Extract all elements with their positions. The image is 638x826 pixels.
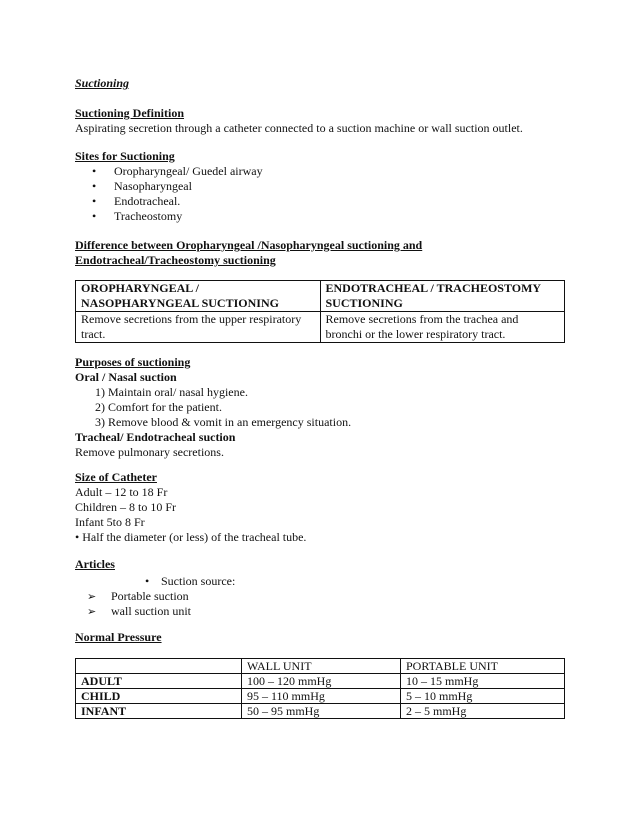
table-cell: CHILD [76,689,242,704]
sites-heading: Sites for Suctioning [75,149,175,163]
table-cell: 5 – 10 mmHg [401,689,565,704]
articles-heading: Articles [75,557,115,571]
purposes-heading: Purposes of suctioning [75,355,191,369]
definition-text: Aspirating secretion through a catheter connected to a suction machine or wall suction outlet. [75,121,523,135]
table-cell: INFANT [76,704,242,719]
purposes-section [75,355,565,460]
list-item: • Tracheostomy [92,209,183,223]
definition-heading: Suctioning Definition [75,106,185,120]
sites-section [75,149,565,224]
table-row [76,312,565,343]
difference-heading-line2: Endotracheal/Tracheostomy suctioning [75,253,276,267]
bullet-icon: • [92,164,97,178]
table-cell: ADULT [76,674,242,689]
catheter-line: Adult – 12 to 18 Fr [75,485,168,499]
table-row [76,674,565,689]
page-title: Suctioning [75,76,130,90]
list-item: 1) Maintain oral/ nasal hygiene. [95,385,248,399]
bullet-icon: • [92,179,97,193]
arrow-bullet-icon: ➢ [87,605,97,618]
table-cell: 50 – 95 mmHg [242,704,401,719]
table-cell: 100 – 120 mmHg [242,674,401,689]
oral-list [75,385,565,430]
difference-heading-line1: Difference between Oropharyngeal /Nasopharyngeal suctioning and [75,238,423,252]
table-header-cell: WALL UNIT [242,659,401,674]
tracheal-text: Remove pulmonary secretions. [75,445,224,459]
list-item: • Endotracheal. [92,194,181,208]
table-row [76,659,565,674]
catheter-line: • Half the diameter (or less) of the tracheal tube. [75,530,307,544]
table-row [76,704,565,719]
pressure-section [75,630,565,719]
table-cell: 10 – 15 mmHg [401,674,565,689]
catheter-heading: Size of Catheter [75,470,157,484]
table-header-cell [76,659,242,674]
tracheal-heading: Tracheal/ Endotracheal suction [75,430,236,444]
articles-arrow-list [75,589,565,619]
list-item: • Suction source: [145,574,236,588]
sites-list [75,164,565,224]
bullet-icon: • [92,194,97,208]
difference-section [75,238,565,343]
catheter-line: Children – 8 to 10 Fr [75,500,176,514]
bullet-icon: • [92,209,97,223]
table-header-cell: OROPHARYNGEAL / NASOPHARYNGEAL SUCTIONING [76,281,321,312]
list-item: ➢ Portable suction [87,589,189,603]
table-cell: 95 – 110 mmHg [242,689,401,704]
catheter-line: Infant 5to 8 Fr [75,515,145,529]
list-item: • Oropharyngeal/ Guedel airway [92,164,263,178]
list-item: • Nasopharyngeal [92,179,192,193]
definition-section [75,106,565,136]
oral-heading: Oral / Nasal suction [75,370,177,384]
table-header-cell: ENDOTRACHEAL / TRACHEOSTOMY SUCTIONING [320,281,565,312]
pressure-heading: Normal Pressure [75,630,162,644]
list-item: 2) Comfort for the patient. [95,400,222,414]
table-cell: Remove secretions from the upper respiratory tract. [76,312,321,343]
table-row [76,281,565,312]
table-row [76,689,565,704]
table-cell: 2 – 5 mmHg [401,704,565,719]
table-header-cell: PORTABLE UNIT [401,659,565,674]
list-item: ➢ wall suction unit [87,604,191,618]
difference-table [75,280,565,343]
table-cell: Remove secretions from the trachea and bronchi or the lower respiratory tract. [320,312,565,343]
pressure-table [75,658,565,719]
articles-section [75,557,565,619]
arrow-bullet-icon: ➢ [87,590,97,603]
list-item: 3) Remove blood & vomit in an emergency situation. [95,415,352,429]
catheter-section [75,470,565,545]
bullet-icon: • [145,574,150,588]
